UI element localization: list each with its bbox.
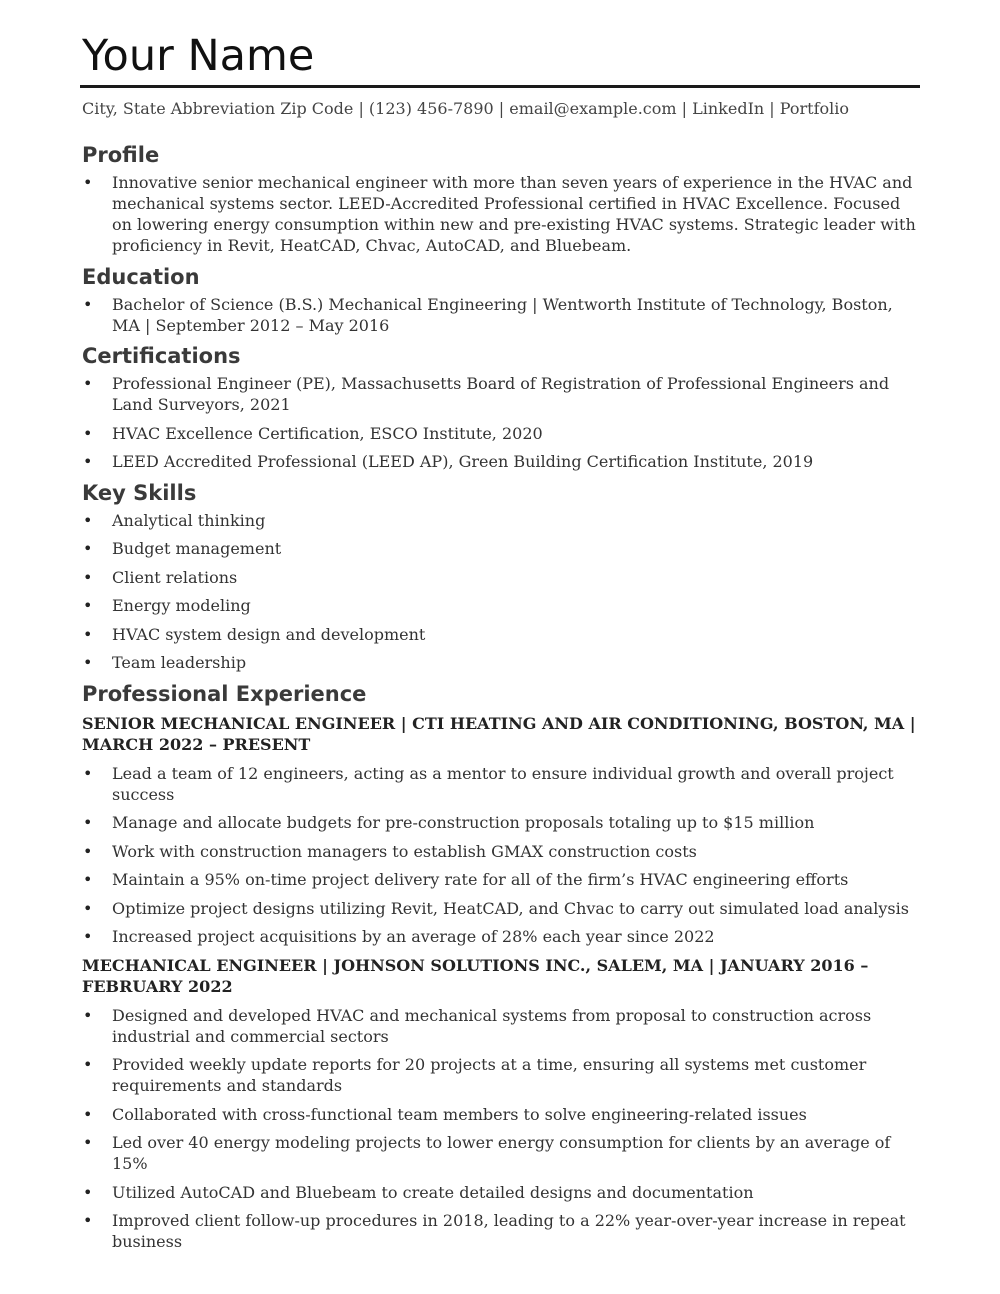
education-list xyxy=(82,294,918,336)
job-duty-item: • Provided weekly update reports for 20 projects at a time, ensuring all systems met customer requirements and standards xyxy=(82,1054,918,1096)
job-duty-item: • Manage and allocate budgets for pre-construction proposals totaling up to $15 million xyxy=(82,812,918,833)
skill-item: • HVAC system design and development xyxy=(82,624,918,645)
job-duty-item: • Led over 40 energy modeling projects to lower energy consumption for clients by an average of 15% xyxy=(82,1132,918,1174)
job-duty-item: • Maintain a 95% on-time project delivery rate for all of the firm’s HVAC engineering efforts xyxy=(82,869,918,890)
skill-item: • Energy modeling xyxy=(82,595,918,616)
certifications-section xyxy=(82,343,918,472)
certification-item: • LEED Accredited Professional (LEED AP), Green Building Certification Institute, 2019 xyxy=(82,451,918,472)
certifications-list xyxy=(82,373,918,472)
job-duty-item: • Work with construction managers to establish GMAX construction costs xyxy=(82,841,918,862)
job-duty-item: • Optimize project designs utilizing Revit, HeatCAD, and Chvac to carry out simulated load analysis xyxy=(82,898,918,919)
skills-list xyxy=(82,510,918,674)
profile-item: • Innovative senior mechanical engineer with more than seven years of experience in the HVAC and mechanical systems sector. LEED-Accredited Professional certified in HVAC Excellence. Focused on lowering energy consumption within new and pre-existing HVAC systems. Strategic leader with proficiency in Revit, HeatCAD, Chvac, AutoCAD, and Bluebeam. xyxy=(82,172,918,256)
skills-heading: Key Skills xyxy=(82,480,197,505)
job-duty-item: • Utilized AutoCAD and Bluebeam to create detailed designs and documentation xyxy=(82,1182,918,1203)
job-duty-item: • Designed and developed HVAC and mechanical systems from proposal to construction across industrial and commercial sectors xyxy=(82,1005,918,1047)
profile-heading: Profile xyxy=(82,143,160,167)
job-duties-list xyxy=(82,763,918,948)
job-duty-item: • Collaborated with cross-functional team members to solve engineering-related issues xyxy=(82,1104,918,1125)
job-title: SENIOR MECHANICAL ENGINEER | CTI HEATING AND AIR CONDITIONING, BOSTON, MA | MARCH 2022 – PRESENT xyxy=(82,713,916,754)
education-item: • Bachelor of Science (B.S.) Mechanical Engineering | Wentworth Institute of Technology, Boston, MA | September 2012 – May 2016 xyxy=(82,294,918,336)
certification-item: • HVAC Excellence Certification, ESCO Institute, 2020 xyxy=(82,423,918,444)
candidate-name: Your Name xyxy=(82,31,315,81)
experience-heading: Professional Experience xyxy=(82,681,367,706)
job-duties-list xyxy=(82,1005,918,1253)
resume-body xyxy=(82,142,918,1260)
experience-section xyxy=(82,681,918,1253)
contact-line: City, State Abbreviation Zip Code | (123) 456-7890 | email@example.com | LinkedIn | Portfolio xyxy=(82,99,850,118)
certification-item: • Professional Engineer (PE), Massachusetts Board of Registration of Professional Engineers and Land Surveyors, 2021 xyxy=(82,373,918,415)
job-duty-item: • Increased project acquisitions by an average of 28% each year since 2022 xyxy=(82,926,918,947)
education-section xyxy=(82,264,918,336)
skills-section xyxy=(82,480,918,674)
job-duty-item: • Lead a team of 12 engineers, acting as a mentor to ensure individual growth and overall project success xyxy=(82,763,918,805)
header-divider xyxy=(80,85,920,88)
skill-item: • Analytical thinking xyxy=(82,510,918,531)
skill-item: • Budget management xyxy=(82,538,918,559)
profile-section xyxy=(82,142,918,256)
certifications-heading: Certifications xyxy=(82,344,241,368)
skill-item: • Team leadership xyxy=(82,652,918,673)
job-title: MECHANICAL ENGINEER | JOHNSON SOLUTIONS INC., SALEM, MA | JANUARY 2016 – FEBRUARY 2022 xyxy=(82,955,869,996)
job-duty-item: • Improved client follow-up procedures in 2018, leading to a 22% year-over-year increase in repeat business xyxy=(82,1210,918,1252)
education-heading: Education xyxy=(82,264,200,289)
profile-list xyxy=(82,172,918,256)
skill-item: • Client relations xyxy=(82,567,918,588)
